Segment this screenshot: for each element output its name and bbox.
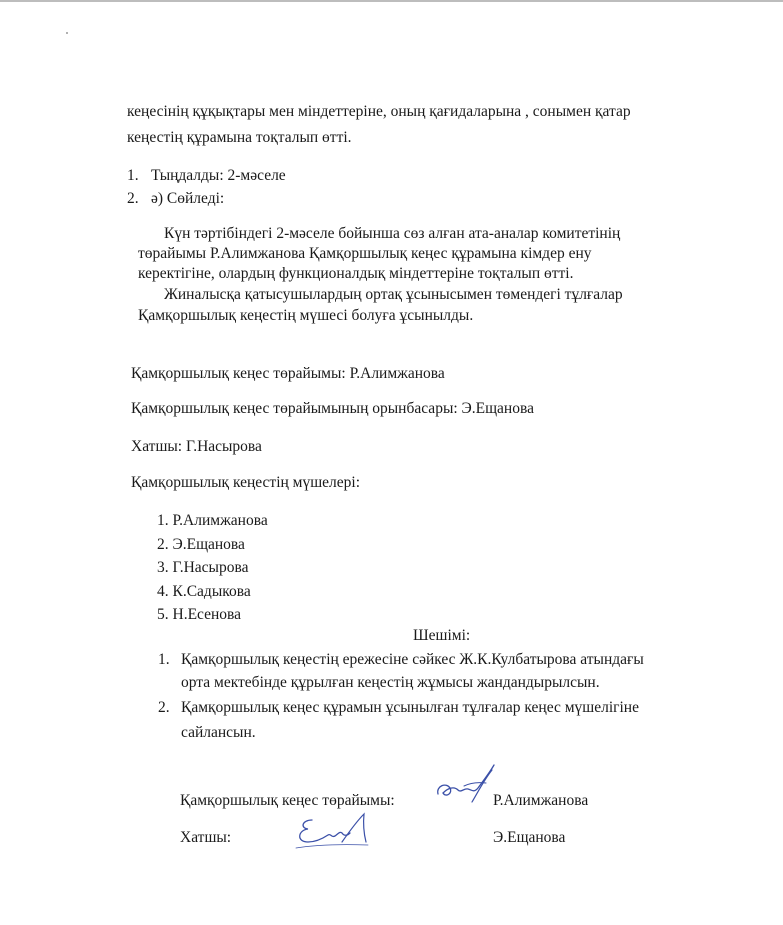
decision-2-line-1: Қамқоршылық кеңес құрамын ұсынылған тұлғалар кеңес мүшелігіне: [181, 699, 639, 716]
member-item: 2. Э.Ещанова: [157, 536, 245, 553]
chair-signature-icon: [434, 762, 500, 808]
decision-number-1: 1.: [158, 651, 170, 668]
paragraph-2-line-1: Жиналысқа қатысушылардың ортақ ұсынысымен төмендегі тұлғалар: [164, 286, 623, 303]
members-heading: Қамқоршылық кеңестің мүшелері:: [131, 474, 361, 491]
member-item: 3. Г.Насырова: [157, 559, 249, 576]
secretary-role: Хатшы: Г.Насырова: [131, 438, 262, 455]
decision-2-line-2: сайлансын.: [181, 724, 256, 741]
item-text-1: Тыңдалды: 2-мәселе: [151, 167, 286, 184]
signature-chair-name: Р.Алимжанова: [493, 792, 589, 809]
paragraph-1-line-1: Күн тәртібіндегі 2-мәселе бойынша сөз алған ата-аналар комитетінің: [164, 225, 621, 242]
decision-1-line-1: Қамқоршылық кеңестің ережесіне сәйкес Ж.К.Кулбатырова атындағы: [181, 651, 644, 668]
scan-speck: [66, 32, 68, 34]
paragraph-1-line-2: төрайымы Р.Алимжанова Қамқоршылық кеңес құрамына кімдер ену: [138, 245, 592, 262]
signature-chair-label: Қамқоршылық кеңес төрайымы:: [180, 792, 395, 809]
page-top-border: [0, 0, 783, 2]
decision-1-line-2: орта мектебінде құрылған кеңестің жұмысы жандандырылсын.: [181, 674, 600, 691]
intro-line-1: кеңесінің құқықтары мен міндеттеріне, оның қағидаларына , сонымен қатар: [127, 103, 631, 120]
item-number-1: 1.: [127, 167, 139, 184]
deputy-role: Қамқоршылық кеңес төрайымының орынбасары: Э.Ещанова: [131, 400, 534, 417]
decision-heading: Шешімі:: [413, 627, 471, 644]
member-item: 1. Р.Алимжанова: [157, 512, 268, 529]
decision-number-2: 2.: [158, 699, 170, 716]
intro-line-2: кеңестің құрамына тоқталып өтті.: [127, 129, 352, 146]
paragraph-2-line-2: Қамқоршылық кеңестің мүшесі болуға ұсынылды.: [138, 307, 474, 324]
member-item: 5. Н.Есенова: [157, 606, 242, 623]
paragraph-1-line-3: керектігіне, олардың функционалдық міндеттеріне тоқталып өтті.: [138, 265, 574, 282]
member-item: 4. К.Садыкова: [157, 583, 251, 600]
item-number-2: 2.: [127, 190, 139, 207]
chair-role: Қамқоршылық кеңес төрайымы: Р.Алимжанова: [131, 365, 445, 382]
signature-secretary-name: Э.Ещанова: [493, 829, 566, 846]
item-text-2: ә) Сөйледі:: [151, 190, 225, 207]
signature-secretary-label: Хатшы:: [180, 829, 232, 846]
secretary-signature-icon: [294, 812, 370, 850]
